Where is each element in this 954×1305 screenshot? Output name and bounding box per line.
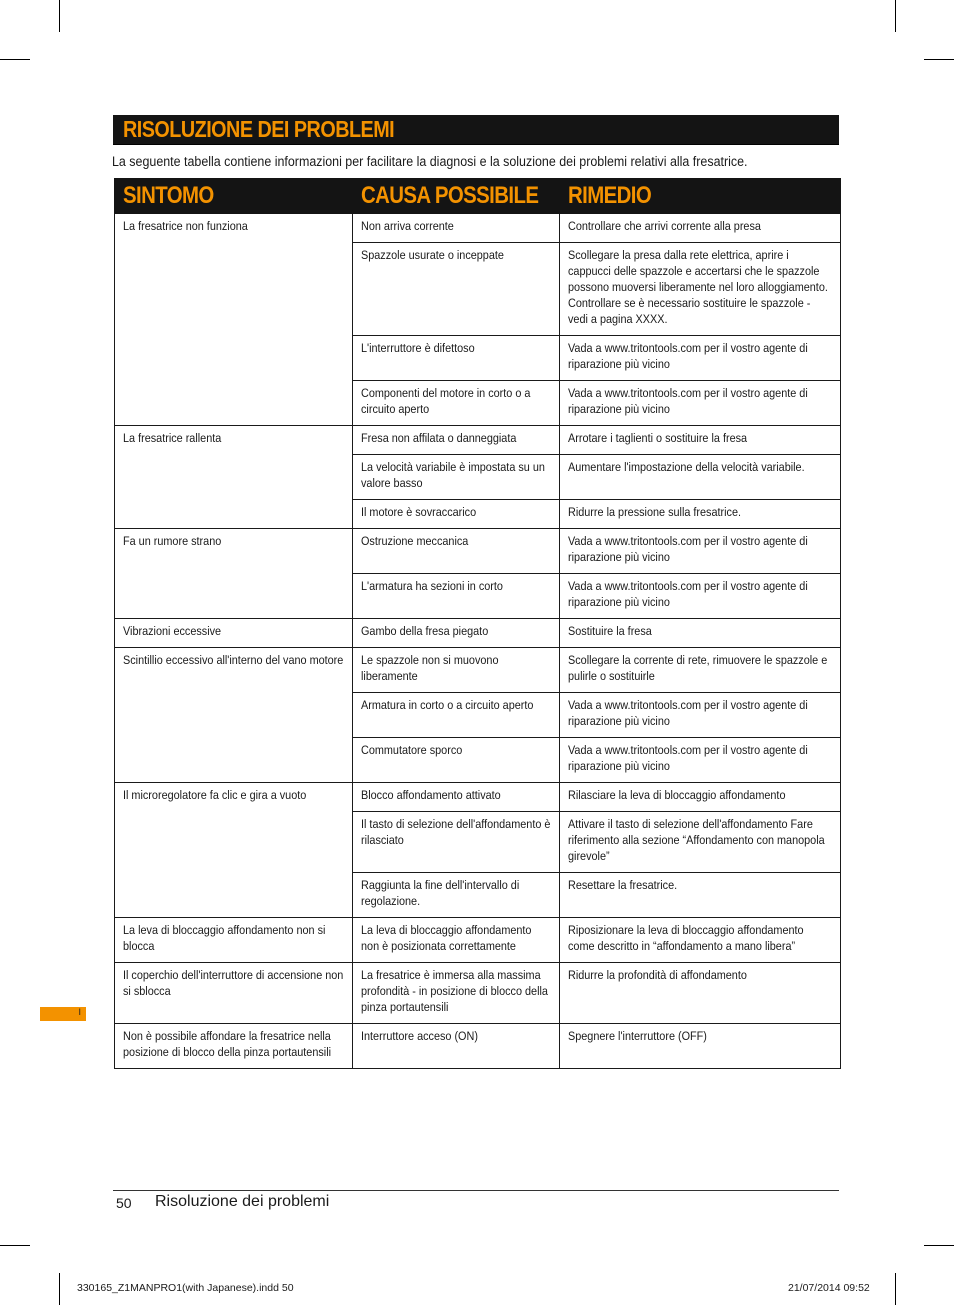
remedy-text: Rilasciare la leva di bloccaggio affondamento (568, 788, 786, 802)
cause-cell (353, 918, 560, 963)
slug-date: 21/07/2014 09:52 (788, 1282, 870, 1294)
language-tab (40, 1007, 86, 1021)
symptom-text: La leva di bloccaggio affondamento non si blocca (123, 923, 326, 953)
table-row (115, 619, 841, 648)
table-row (115, 918, 841, 963)
page-number: 50 (116, 1195, 132, 1211)
cause-cell (353, 455, 560, 500)
remedy-text: Vada a www.tritontools.com per il vostro agente di riparazione più vicino (568, 341, 808, 371)
remedy-cell (560, 918, 841, 963)
remedy-cell (560, 619, 841, 648)
symptom-text: La fresatrice rallenta (123, 431, 222, 445)
language-tab-label: I (78, 1007, 81, 1017)
cause-cell (353, 693, 560, 738)
column-header-remedy: RIMEDIO (560, 179, 841, 214)
cause-text: Spazzole usurate o inceppate (361, 248, 504, 262)
symptom-cell (115, 426, 353, 529)
table-row (115, 963, 841, 1024)
page-title: RISOLUZIONE DEI PROBLEMI (123, 116, 395, 142)
remedy-text: Scollegare la corrente di rete, rimuovere le spazzole e pulirle o sostituirle (568, 653, 828, 683)
slug-file: 330165_Z1MANPRO1(with Japanese).indd 50 (77, 1282, 294, 1294)
cause-cell (353, 783, 560, 812)
column-header-symptom: SINTOMO (115, 179, 353, 214)
symptom-text: Vibrazioni eccessive (123, 624, 222, 638)
remedy-text: Vada a www.tritontools.com per il vostro agente di riparazione più vicino (568, 534, 808, 564)
symptom-cell (115, 648, 353, 783)
cause-cell (353, 574, 560, 619)
table-body (115, 214, 841, 1069)
symptom-text: Il coperchio dell'interruttore di accensione non si sblocca (123, 968, 344, 998)
cause-cell (353, 529, 560, 574)
table-row (115, 529, 841, 574)
cause-text: Blocco affondamento attivato (361, 788, 501, 802)
cause-text: Non arriva corrente (361, 219, 454, 233)
remedy-cell (560, 426, 841, 455)
table-row (115, 426, 841, 455)
symptom-cell (115, 963, 353, 1024)
remedy-text: Vada a www.tritontools.com per il vostro agente di riparazione più vicino (568, 698, 808, 728)
remedy-text: Aumentare l'impostazione della velocità variabile. (568, 460, 805, 474)
footer-divider (113, 1190, 839, 1191)
cause-cell (353, 426, 560, 455)
cause-cell (353, 500, 560, 529)
cause-text: Raggiunta la fine dell'intervallo di regolazione. (361, 878, 520, 908)
remedy-cell (560, 455, 841, 500)
cause-text: Gambo della fresa piegato (361, 624, 489, 638)
symptom-text: Non è possibile affondare la fresatrice nella posizione di blocco della pinza portautensili (123, 1029, 332, 1059)
remedy-cell (560, 963, 841, 1024)
cause-text: L'armatura ha sezioni in corto (361, 579, 503, 593)
remedy-cell (560, 500, 841, 529)
symptom-cell (115, 783, 353, 918)
remedy-text: Riposizionare la leva di bloccaggio affondamento come descritto in “affondamento a mano libera” (568, 923, 804, 953)
remedy-text: Vada a www.tritontools.com per il vostro agente di riparazione più vicino (568, 386, 808, 416)
remedy-cell (560, 1024, 841, 1069)
crop-mark (0, 1245, 30, 1246)
remedy-text: Vada a www.tritontools.com per il vostro agente di riparazione più vicino (568, 743, 808, 773)
remedy-cell (560, 738, 841, 783)
symptom-text: La fresatrice non funziona (123, 219, 248, 233)
crop-mark (59, 0, 60, 32)
symptom-text: Scintillio eccessivo all'interno del vano motore (123, 653, 344, 667)
remedy-text: Controllare che arrivi corrente alla presa (568, 219, 761, 233)
cause-text: Ostruzione meccanica (361, 534, 469, 548)
intro-text: La seguente tabella contiene informazioni per facilitare la diagnosi e la soluzione dei problemi relativi alla fresatrice. (112, 154, 748, 169)
cause-cell (353, 381, 560, 426)
symptom-cell (115, 1024, 353, 1069)
table-row (115, 214, 841, 243)
remedy-cell (560, 648, 841, 693)
remedy-cell (560, 381, 841, 426)
table-row (115, 648, 841, 693)
cause-text: La leva di bloccaggio affondamento non è posizionata correttamente (361, 923, 532, 953)
cause-cell (353, 336, 560, 381)
remedy-text: Scollegare la presa dalla rete elettrica, aprire i cappucci delle spazzole e accertarsi che le spazzole possono muoversi liberamente nel loro alloggiamento. Controllare se è necessario sostituire le spazzole - vedi a pagina XXXX. (568, 248, 828, 326)
cause-cell (353, 963, 560, 1024)
remedy-text: Vada a www.tritontools.com per il vostro agente di riparazione più vicino (568, 579, 808, 609)
remedy-text: Ridurre la profondità di affondamento (568, 968, 747, 982)
remedy-text: Attivare il tasto di selezione dell'affondamento Fare riferimento alla sezione “Affondamento con manopola girevole” (568, 817, 825, 863)
remedy-text: Arrotare i taglienti o sostituire la fresa (568, 431, 748, 445)
crop-mark (924, 1245, 954, 1246)
table-header-row (115, 179, 841, 214)
symptom-text: Fa un rumore strano (123, 534, 222, 548)
table-row (115, 783, 841, 812)
cause-text: Interruttore acceso (ON) (361, 1029, 478, 1043)
symptom-text: Il microregolatore fa clic e gira a vuoto (123, 788, 307, 802)
crop-mark (0, 59, 30, 60)
cause-cell (353, 619, 560, 648)
remedy-cell (560, 783, 841, 812)
cause-cell (353, 243, 560, 336)
remedy-text: Sostituire la fresa (568, 624, 652, 638)
symptom-cell (115, 529, 353, 619)
symptom-cell (115, 918, 353, 963)
cause-text: Armatura in corto o a circuito aperto (361, 698, 534, 712)
crop-mark (895, 1273, 896, 1305)
crop-mark (924, 59, 954, 60)
crop-mark (895, 0, 896, 32)
troubleshooting-table (114, 178, 841, 1069)
remedy-cell (560, 873, 841, 918)
cause-text: Commutatore sporco (361, 743, 463, 757)
remedy-cell (560, 812, 841, 873)
footer-section-title: Risoluzione dei problemi (155, 1193, 330, 1210)
cause-cell (353, 812, 560, 873)
cause-cell (353, 214, 560, 243)
cause-cell (353, 1024, 560, 1069)
remedy-cell (560, 243, 841, 336)
remedy-cell (560, 214, 841, 243)
symptom-cell (115, 619, 353, 648)
remedy-cell (560, 574, 841, 619)
symptom-cell (115, 214, 353, 426)
cause-text: Il tasto di selezione dell'affondamento è rilasciato (361, 817, 551, 847)
crop-mark (59, 1273, 60, 1305)
remedy-cell (560, 693, 841, 738)
cause-cell (353, 873, 560, 918)
cause-text: Le spazzole non si muovono liberamente (361, 653, 499, 683)
cause-text: La velocità variabile è impostata su un valore basso (361, 460, 545, 490)
section-banner (113, 115, 839, 145)
cause-text: Il motore è sovraccarico (361, 505, 477, 519)
cause-cell (353, 648, 560, 693)
remedy-cell (560, 529, 841, 574)
table-row (115, 1024, 841, 1069)
remedy-text: Spegnere l'interruttore (OFF) (568, 1029, 707, 1043)
remedy-text: Ridurre la pressione sulla fresatrice. (568, 505, 742, 519)
cause-cell (353, 738, 560, 783)
cause-text: L'interruttore è difettoso (361, 341, 475, 355)
column-header-cause: CAUSA POSSIBILE (353, 179, 560, 214)
remedy-text: Resettare la fresatrice. (568, 878, 678, 892)
cause-text: Fresa non affilata o danneggiata (361, 431, 517, 445)
cause-text: Componenti del motore in corto o a circuito aperto (361, 386, 531, 416)
cause-text: La fresatrice è immersa alla massima profondità - in posizione di blocco della pinza portautensili (361, 968, 548, 1014)
remedy-cell (560, 336, 841, 381)
